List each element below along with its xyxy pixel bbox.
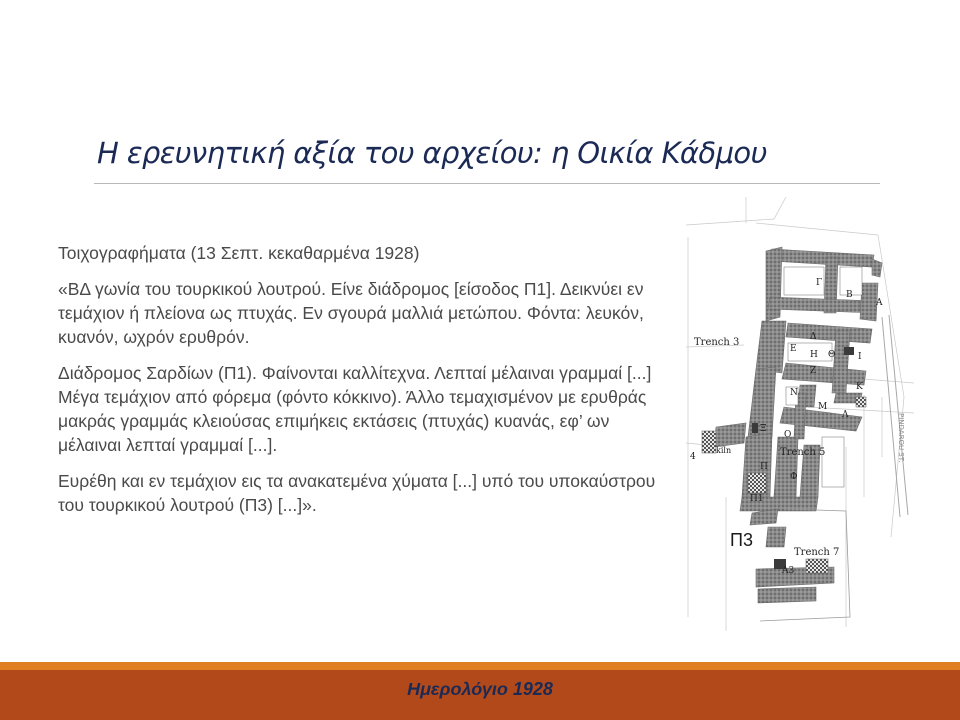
footer-accent-bar xyxy=(0,662,960,670)
room-kappa-label: Κ xyxy=(856,382,863,392)
kiln-label: kiln xyxy=(716,446,732,455)
room-theta-label: Θ xyxy=(828,350,836,360)
title-divider xyxy=(94,183,880,184)
slide-title: Η ερευνητική αξία του αρχείου: η Οικία Κάδμου xyxy=(97,136,767,170)
trench-3-label: Trench 3 xyxy=(694,337,740,348)
plan-label-4: 4 xyxy=(690,452,696,462)
room-gamma-label: Γ xyxy=(816,278,823,288)
paragraph-4: Ευρέθη και εν τεμάχιον εις τα ανακατεμένα χύματα [...] υπό του υποκαύστρου του τουρκικού λουτρού (Π3) [...]». xyxy=(58,471,656,515)
room-p1-label: Π1 xyxy=(750,494,764,504)
room-beta-label: Β xyxy=(846,290,853,300)
room-delta-label: Δ xyxy=(810,332,817,342)
room-a3-label: Α3 xyxy=(782,566,795,576)
room-pi-label: Π xyxy=(760,462,768,472)
footer-caption: Ημερολόγιο 1928 xyxy=(407,679,553,699)
trench-7-label: Trench 7 xyxy=(794,547,840,558)
room-phi-label: Φ xyxy=(790,472,798,482)
room-zeta-label: Ζ xyxy=(810,366,817,376)
room-eta-label: Η xyxy=(810,350,818,360)
room-xi-label: Ξ xyxy=(760,424,767,434)
trench-5-label: Trench 5 xyxy=(780,447,826,458)
paragraph-3: Διάδρομος Σαρδίων (Π1). Φαίνονται καλλίτεχνα. Λεπταί μέλαιναι γραμμαί [...] Μέγα τεμάχιον από φόρεμα (φόντο κόκκινο). Άλλο τεμαχισμένον με ερυθράς μακράς γραμμάς κλειούσας επιμήκεις εκτάσεις (πτυχάς) κυανάς, εφ’ ων μέλαιναι λεπταί γραμμαί [...]. xyxy=(58,363,652,455)
p3-label: Π3 xyxy=(730,530,754,550)
room-mu-label: Μ xyxy=(818,402,828,412)
room-epsilon-label: Ε xyxy=(790,344,797,354)
paragraph-1: Τοιχογραφήματα (13 Σεπτ. κεκαθαρμένα 1928) xyxy=(58,243,420,263)
excavation-plan xyxy=(686,197,914,631)
room-omicron-label: Ο xyxy=(784,430,792,440)
room-alpha-label: Α xyxy=(876,298,883,308)
pindarou-street-label: PINDAROU ST. xyxy=(897,413,905,463)
room-lambda-label: Λ xyxy=(842,410,849,420)
paragraph-2: «ΒΔ γωνία του τουρκικού λουτρού. Είνε διάδρομος [είσοδος Π1]. Δεικνύει εν τεμάχιον ή πλείονα ως πτυχάς. Εν σγουρά μαλλιά μετώπου. Φόντα: λευκόν, κυανόν, ωχρόν ερυθρόν. xyxy=(58,279,644,347)
room-nu-label: Ν xyxy=(790,388,798,398)
room-iota-label: Ι xyxy=(858,352,862,362)
body-text xyxy=(58,241,670,529)
